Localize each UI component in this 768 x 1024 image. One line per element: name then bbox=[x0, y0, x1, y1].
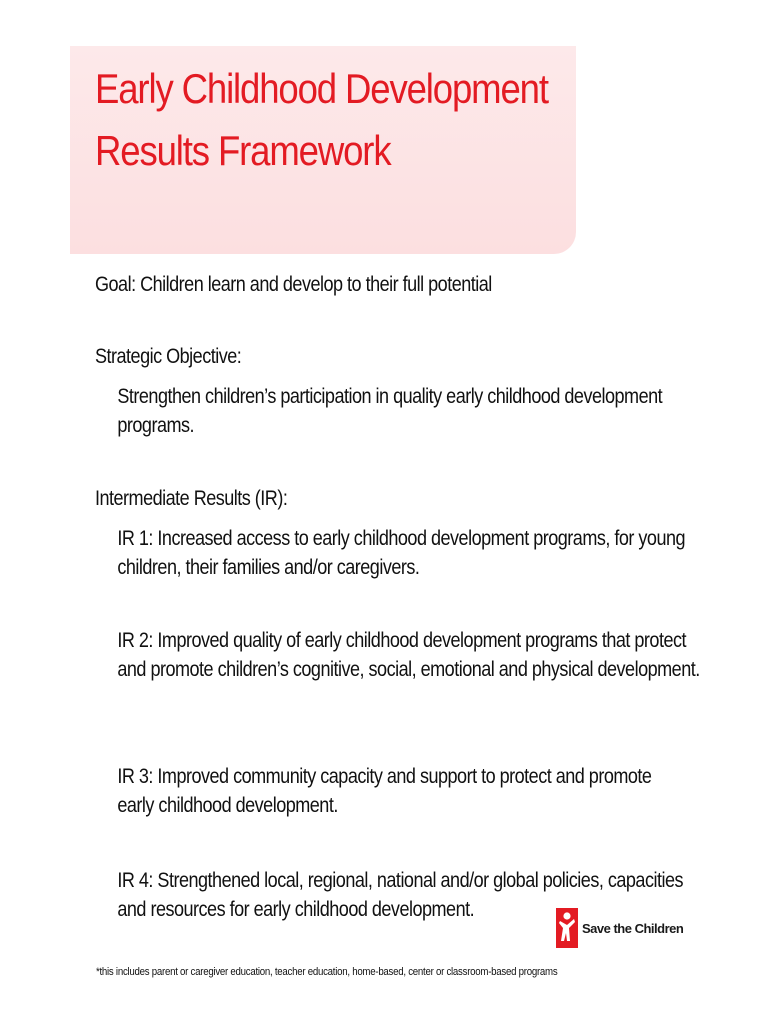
strategic-objective-text: Strengthen children’s participation in quality early childhood development programs. bbox=[117, 385, 663, 437]
ir-item-3: IR 3: Improved community capacity and support to protect and promote early childhood development. bbox=[117, 765, 652, 817]
title-line-2: Results Framework bbox=[95, 127, 391, 174]
footnote: *this includes parent or caregiver education, teacher education, home-based, center or classroom-based programs bbox=[96, 966, 558, 978]
page-title bbox=[95, 58, 548, 182]
save-the-children-figure-icon bbox=[556, 908, 578, 948]
logo-text: Save the Children bbox=[582, 920, 684, 936]
strategic-objective-label: Strategic Objective: bbox=[95, 345, 242, 368]
intermediate-results-label: Intermediate Results (IR): bbox=[95, 487, 288, 510]
goal-text: Goal: Children learn and develop to their full potential bbox=[95, 273, 492, 296]
save-the-children-logo bbox=[556, 906, 688, 950]
title-line-1: Early Childhood Development bbox=[95, 65, 548, 112]
ir-item-4: IR 4: Strengthened local, regional, national and/or global policies, capacities and resources for early childhood development. bbox=[117, 869, 683, 921]
ir-item-2: IR 2: Improved quality of early childhood development programs that protect and promote children’s cognitive, social, emotional and physical development. bbox=[117, 629, 700, 681]
ir-item-1: IR 1: Increased access to early childhood development programs, for young children, their families and/or caregivers. bbox=[117, 527, 686, 579]
